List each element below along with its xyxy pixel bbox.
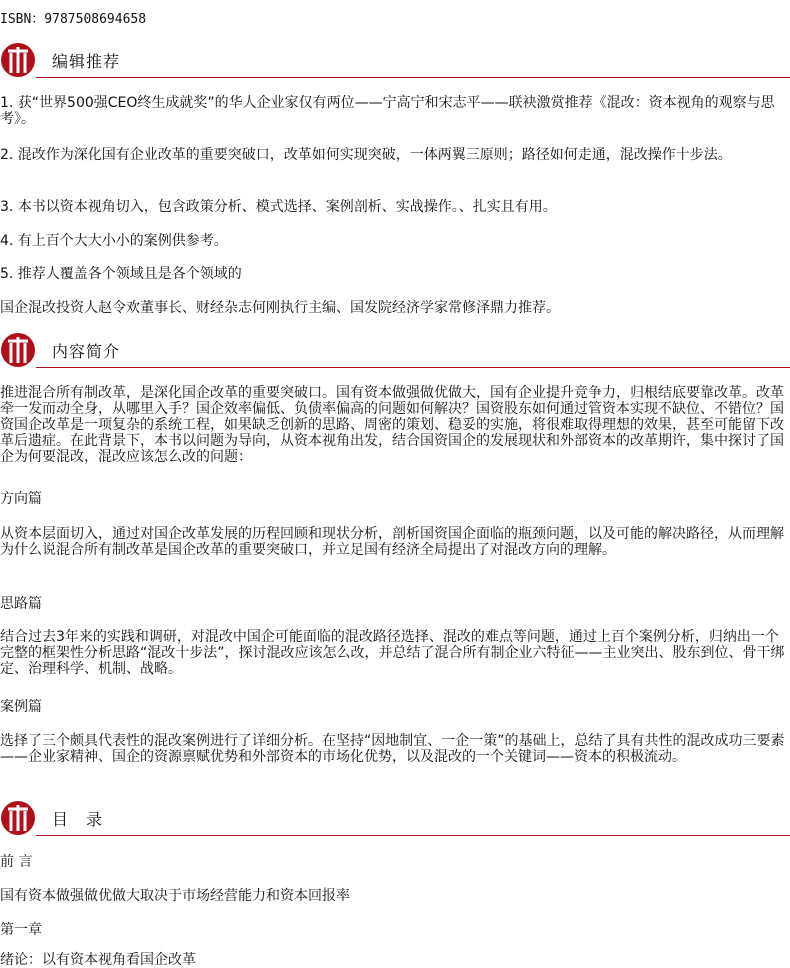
citic-logo-icon (0, 332, 36, 368)
section-title: 编辑推荐 (52, 52, 121, 71)
toc-item: 国有资本做强做优做大取决于市场经营能力和资本回报率 (0, 888, 350, 904)
isbn-text: ISBN：9787508694658 (0, 12, 147, 27)
intro-subheading-direction: 方向篇 (0, 491, 42, 507)
section-header-editor (0, 42, 790, 78)
intro-paragraph: 结合过去3年来的实践和调研，对混改中国企可能面临的混改路径选择、混改的难点等问题，通过上百个案例分析，归纳出一个完整的框架性分析思路“混改十步法”，探讨混改应该怎么改，并总结了混合所有制企业六特征——主业突出、股东到位、骨干绑定、治理科学、机制、战略。 (0, 629, 785, 677)
citic-logo-icon (0, 800, 36, 836)
intro-paragraph: 选择了三个颇具代表性的混改案例进行了详细分析。在坚持“因地制宜、一企一策”的基础上，总结了具有共性的混改成功三要素——企业家精神、国企的资源禀赋优势和外部资本的市场化优势，以及混改的一个关键词——资本的积极流动。 (0, 733, 785, 765)
section-divider (36, 77, 790, 78)
section-divider (36, 367, 790, 368)
citic-logo-icon (0, 42, 36, 78)
intro-subheading-approach: 思路篇 (0, 596, 42, 612)
section-divider (36, 835, 790, 836)
editor-item-5: 5. 推荐人覆盖各个领域且是各个领域的 (0, 266, 242, 282)
editor-item-3: 3. 本书以资本视角切入，包含政策分析、模式选择、案例剖析、实战操作。、扎实且有用。 (0, 199, 557, 215)
section-title: 目 录 (52, 810, 104, 829)
intro-paragraph: 从资本层面切入，通过对国企改革发展的历程回顾和现状分析，剖析国资国企面临的瓶颈问题，以及可能的解决路径，从而理解为什么说混合所有制改革是国企改革的重要突破口，并立足国有经济全局提出了对混改方向的理解。 (0, 526, 784, 558)
toc-item: 第一章 (0, 922, 42, 938)
editor-item-4: 4. 有上百个大大小小的案例供参考。 (0, 233, 228, 249)
toc-item: 绪论：以有资本视角看国企改革 (0, 952, 196, 968)
intro-subheading-cases: 案例篇 (0, 699, 42, 715)
section-title: 内容简介 (52, 342, 121, 361)
intro-paragraph: 推进混合所有制改革，是深化国企改革的重要突破口。国有资本做强做优做大，国有企业提升竞争力，归根结底要靠改革。改革牵一发而动全身，从哪里入手？国企效率偏低、负债率偏高的问题如何解决？国资股东如何通过管资本实现不缺位、不错位？国资国企改革是一项复杂的系统工程，如果缺乏创新的思路、周密的策划、稳妥的实施，将很难取得理想的效果，甚至可能留下改革后遗症。在此背景下，本书以问题为导向，从资本视角出发，结合国资国企的发展现状和外部资本的改革期许，集中探讨了国企为何要混改，混改应该怎么改的问题： (0, 385, 784, 465)
editor-recommenders: 国企混改投资人赵令欢董事长、财经杂志何刚执行主编、国发院经济学家常修泽鼎力推荐。 (0, 300, 560, 316)
editor-item-2: 2. 混改作为深化国有企业改革的重要突破口，改革如何实现突破，一体两翼三原则；路径如何走通，混改操作十步法。 (0, 147, 732, 163)
section-header-intro (0, 332, 790, 368)
section-header-toc (0, 800, 790, 836)
toc-item: 前 言 (0, 854, 33, 870)
editor-item-1: 1. 获“世界500强CEO终生成就奖”的华人企业家仅有两位——宁高宁和宋志平——联袂激赏推荐《混改：资本视角的观察与思考》。 (0, 95, 775, 127)
